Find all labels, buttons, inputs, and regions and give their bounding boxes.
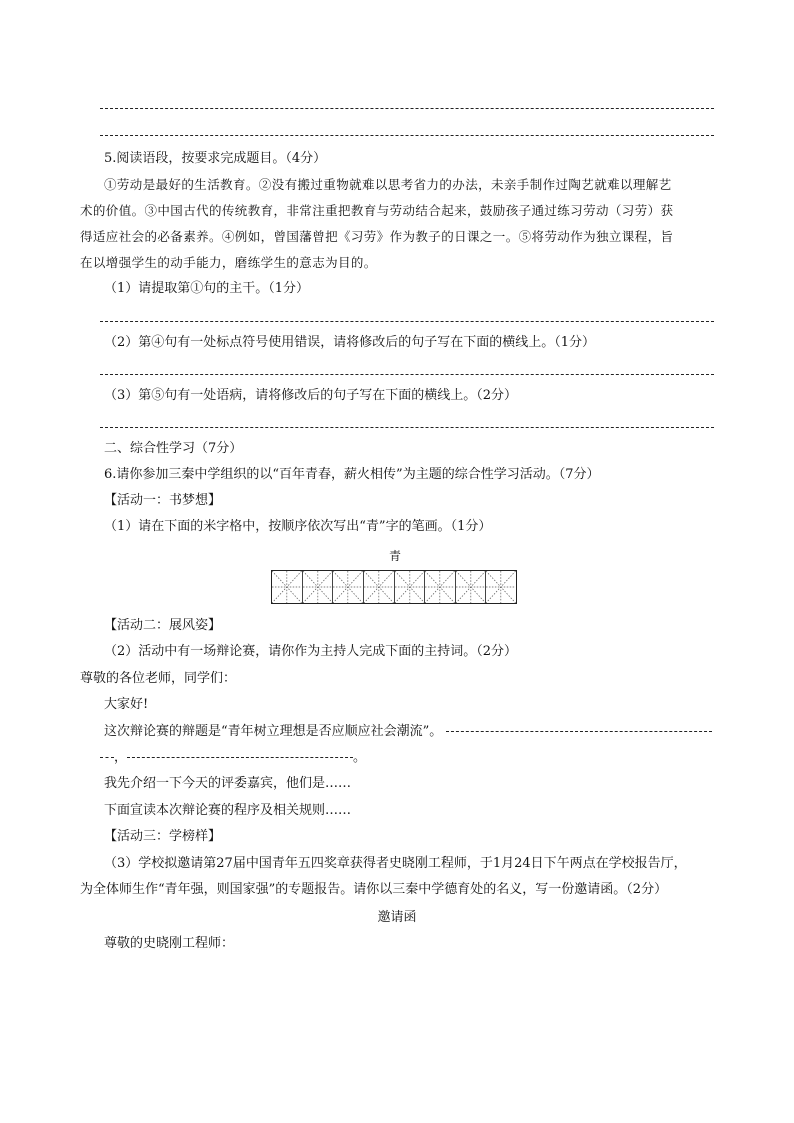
mizige-cell[interactable] — [425, 571, 456, 603]
intro-judges: 我先介绍一下今天的评委嘉宾，他们是…… — [104, 776, 352, 791]
answer-line[interactable] — [100, 374, 714, 375]
q5-sub2: （2）第④句有一处标点符号使用错误，请将修改后的句子写在下面的横线上。（1分） — [104, 335, 596, 350]
q5-passage-line: 在以增强学生的动手能力，磨练学生的意志为目的。 — [80, 255, 377, 270]
answer-line[interactable] — [100, 427, 714, 428]
q5-sub1: （1）请提取第①句的主干。（1分） — [104, 281, 310, 296]
activity-one-question: （1）请在下面的米字格中，按顺序依次写出“青”字的笔画。（1分） — [104, 519, 492, 534]
mizige-cell[interactable] — [456, 571, 487, 603]
rules-line: 下面宣读本次辩论赛的程序及相关规则…… — [104, 803, 352, 818]
answer-line[interactable] — [100, 321, 714, 322]
q5-heading: 5.阅读语段，按要求完成题目。（4分） — [104, 151, 327, 166]
q6-heading: 6.请你参加三秦中学组织的以“百年青春，薪火相传”为主题的综合性学习活动。（7分） — [104, 467, 600, 482]
activity-two-label: 【活动二：展风姿】 — [104, 618, 222, 633]
letter-salutation: 尊敬的史晓刚工程师： — [104, 936, 235, 951]
activity-three-question: （3）学校拟邀请第27届中国青年五四奖章获得者史晓刚工程师，于1月24日下午两点在学校报告厅， — [104, 856, 687, 871]
q5-sub3: （3）第⑤句有一处语病，请将修改后的句子写在下面的横线上。（2分） — [104, 388, 518, 403]
mizige-grid — [271, 570, 517, 604]
activity-three-label: 【活动三：学榜样】 — [104, 829, 222, 844]
hello: 大家好! — [104, 697, 149, 712]
mizige-cell[interactable] — [486, 571, 516, 603]
mizige-cell[interactable] — [364, 571, 395, 603]
greeting: 尊敬的各位老师，同学们： — [80, 671, 237, 686]
answer-blank[interactable] — [127, 757, 353, 758]
answer-line[interactable] — [100, 135, 714, 136]
mizige-cell[interactable] — [333, 571, 364, 603]
letter-title: 邀请函 — [377, 910, 417, 925]
q5-passage-line: ①劳动是最好的生活教育。②没有搬过重物就难以思考省力的办法，未亲手制作过陶艺就难以理解艺 — [104, 177, 672, 192]
mizige-cell[interactable] — [395, 571, 426, 603]
topic-line — [104, 723, 712, 741]
activity-three-question-cont: 为全体师生作“青年强，则国家强”的专题报告。请你以三秦中学德育处的名义，写一份邀请函。（2分） — [80, 882, 668, 897]
q5-passage-line: 得适应社会的必备素养。④例如，曾国藩曾把《习劳》作为教子的日课之一。⑤将劳动作为独立课程，旨 — [80, 229, 674, 244]
comma: ， — [114, 750, 128, 765]
topic-text: 这次辩论赛的辩题是“青年树立理想是否应顺应社会潮流”。 — [104, 724, 443, 739]
practice-character: 青 — [389, 549, 402, 563]
section-title: 二、综合性学习（7分） — [104, 441, 243, 456]
q5-passage-line: 术的价值。③中国古代的传统教育，非常注重把教育与劳动结合起来，鼓励孩子通过练习劳动（习劳）获 — [80, 203, 674, 218]
activity-two-question: （2）活动中有一场辩论赛，请你作为主持人完成下面的主持词。（2分） — [104, 644, 518, 659]
activity-one-label: 【活动一：书梦想】 — [104, 493, 222, 508]
mizige-cell[interactable] — [303, 571, 334, 603]
answer-blank[interactable] — [446, 731, 712, 732]
period: 。 — [353, 750, 367, 765]
answer-line[interactable] — [100, 108, 714, 109]
answer-blank[interactable] — [100, 757, 114, 758]
topic-continuation — [100, 749, 366, 767]
mizige-cell[interactable] — [272, 571, 303, 603]
